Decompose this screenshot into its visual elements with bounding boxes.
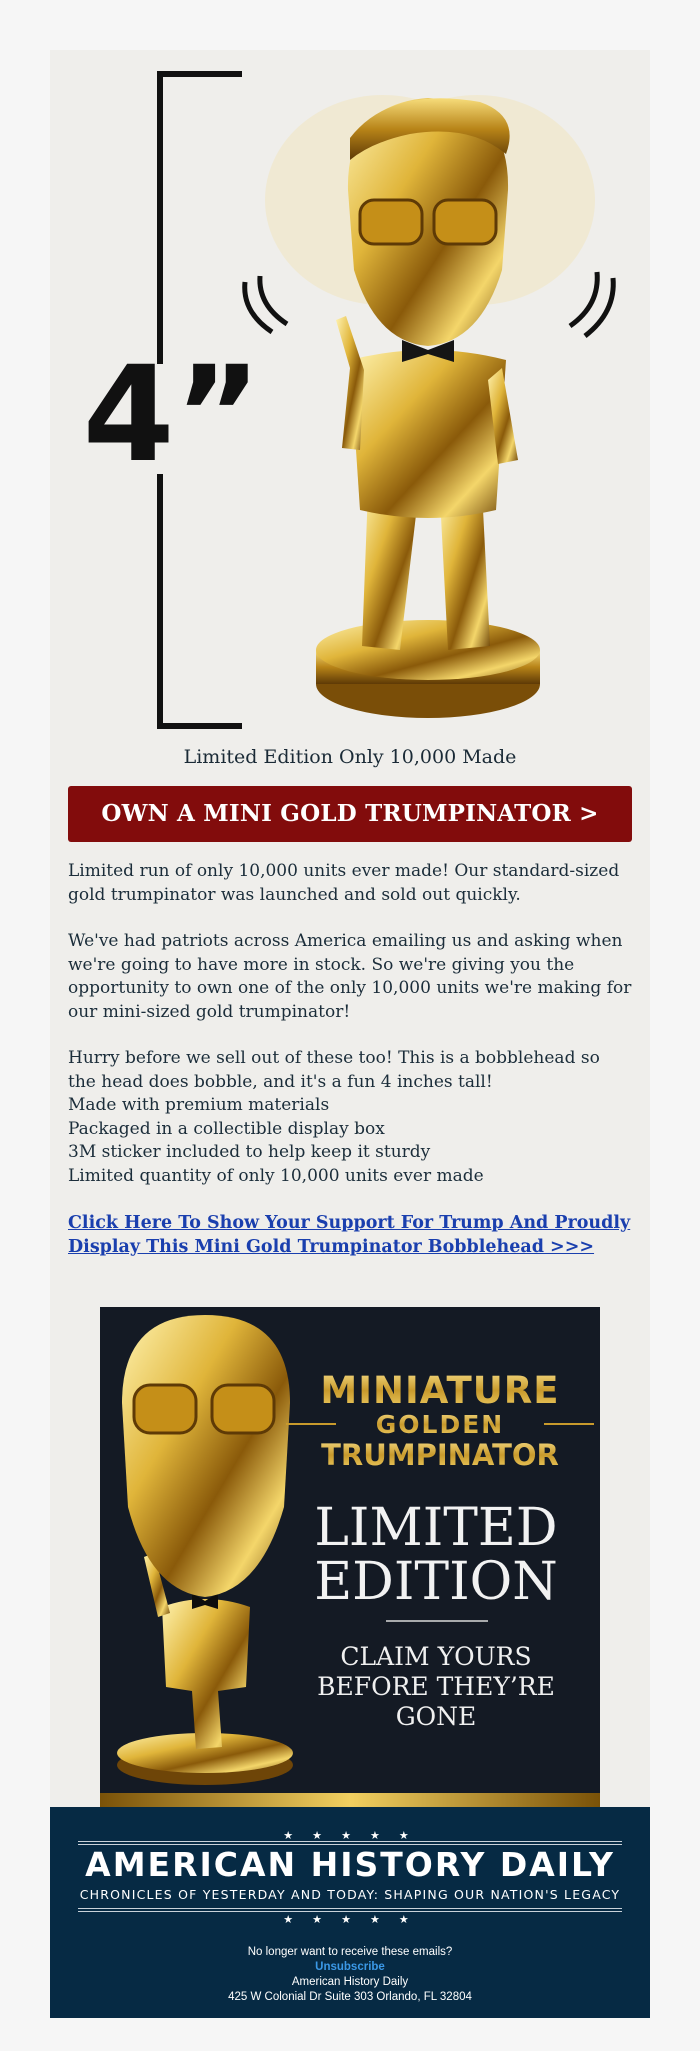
bracket-top <box>160 74 242 364</box>
paragraph-limited-run: Limited run of only 10,000 units ever made! Our standard-sized gold trumpinator was launched and sold out quickly. <box>68 861 620 905</box>
promo-title-trumpinator: TRUMPINATOR <box>321 1438 559 1472</box>
hero-product-image[interactable] <box>50 50 650 740</box>
feature-item: Limited quantity of only 10,000 units ever made <box>68 1165 484 1186</box>
figure-raised-arm <box>336 316 364 450</box>
own-mini-gold-button[interactable]: OWN A MINI GOLD TRUMPINATOR > <box>68 786 632 842</box>
feature-item: Made with premium materials <box>68 1095 330 1115</box>
unsubscribe-link[interactable]: Unsubscribe <box>315 1961 385 1973</box>
figure-sunglasses-right <box>434 200 496 244</box>
company-address: 425 W Colonial Dr Suite 303 Orlando, FL 32804 <box>228 1991 472 2003</box>
feature-item: 3M sticker included to help keep it sturdy <box>68 1142 431 1162</box>
motion-line-left-2 <box>260 276 287 324</box>
paragraph-patriots: We've had patriots across America emailing us and asking when we're going to have more in stock. So we're giving you the opportunity to own one of the only 10,000 units we're making for our mini-sized gold trumpinator! <box>68 931 632 1022</box>
star-row-bottom: ★ ★ ★ ★ ★ <box>283 1914 417 1926</box>
footer-rule <box>78 1908 622 1909</box>
promo-claim-line1: CLAIM YOURS <box>340 1642 532 1671</box>
email-container <box>50 50 650 2018</box>
footer <box>50 1807 650 2018</box>
body-copy <box>50 842 650 1259</box>
promo-figure-sunglasses-left <box>134 1385 196 1433</box>
promo-gold-bar <box>100 1793 600 1807</box>
size-label: 4” <box>82 338 262 492</box>
figure-sunglasses-left <box>360 200 422 244</box>
figure-torso <box>350 350 506 518</box>
brand-logo-text: AMERICAN HISTORY DAILY <box>85 1845 615 1884</box>
bracket-bottom <box>160 474 242 726</box>
promo-banner-image[interactable] <box>100 1307 600 1807</box>
feature-item: Packaged in a collectible display box <box>68 1118 385 1139</box>
promo-title-miniature: MINIATURE <box>320 1369 560 1412</box>
bobblehead-illustration <box>50 50 650 740</box>
support-trump-link[interactable]: Click Here To Show Your Support For Trump And Proudly Display This Mini Gold Trumpinator Bobblehead >>> <box>68 1213 631 1257</box>
promo-claim-line3: GONE <box>395 1702 477 1731</box>
unsubscribe-prompt: No longer want to receive these emails? <box>247 1946 453 1958</box>
promo-artwork <box>100 1307 600 1807</box>
motion-line-right-2 <box>570 272 597 326</box>
limited-edition-tagline: Limited Edition Only 10,000 Made <box>183 746 517 768</box>
company-name: American History Daily <box>291 1976 409 1988</box>
promo-title-golden: GOLDEN <box>375 1410 505 1439</box>
promo-claim-line2: BEFORE THEY’RE <box>317 1672 555 1701</box>
brand-tagline: CHRONICLES OF YESTERDAY AND TODAY: SHAPING OUR NATION'S LEGACY <box>79 1887 621 1902</box>
footer-rule <box>78 1911 622 1912</box>
promo-edition: EDITION <box>314 1552 558 1612</box>
promo-limited: LIMITED <box>314 1498 558 1558</box>
star-row-top: ★ ★ ★ ★ ★ <box>283 1830 417 1842</box>
promo-figure-sunglasses-right <box>212 1385 274 1433</box>
footer-rule <box>78 1841 622 1842</box>
paragraph-hurry: Hurry before we sell out of these too! This is a bobblehead so the head does bobble, and it's a fun 4 inches tall! <box>68 1048 600 1092</box>
figure-base <box>316 620 540 680</box>
